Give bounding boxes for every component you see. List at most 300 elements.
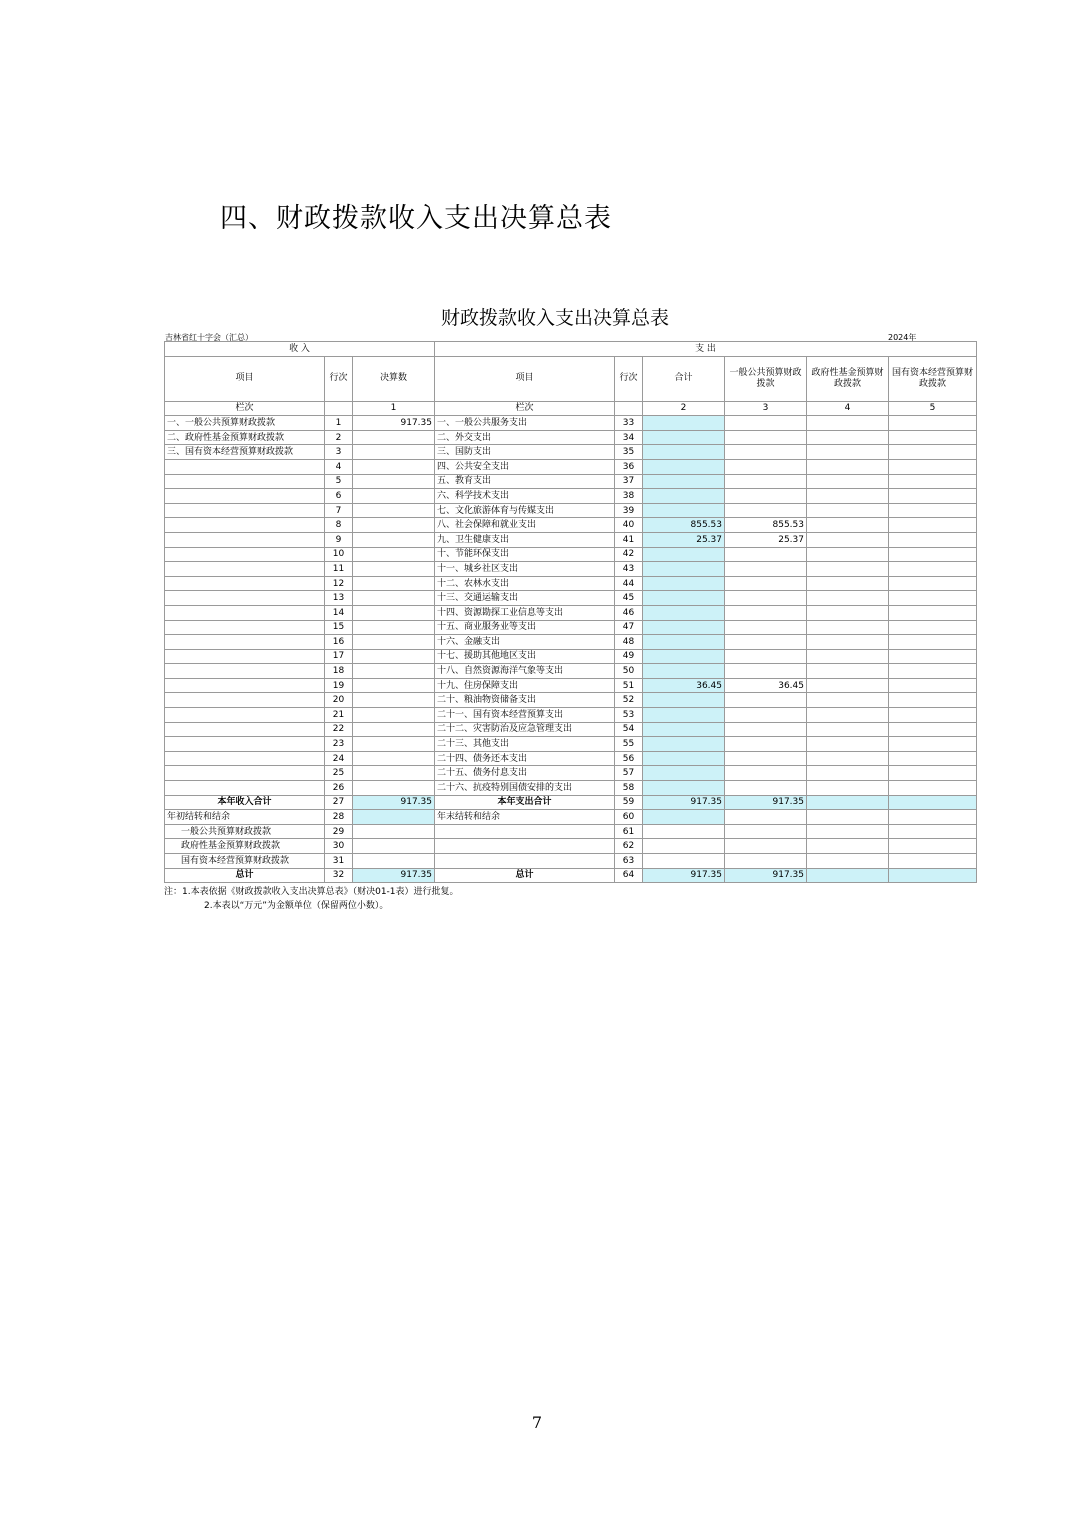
income-amount xyxy=(353,547,435,562)
expense-item: 一、一般公共服务支出 xyxy=(435,416,615,431)
expense-state-capital xyxy=(889,430,977,445)
expense-gov-fund xyxy=(807,649,889,664)
line-number: 25 xyxy=(325,766,353,781)
line-number: 3 xyxy=(325,445,353,460)
income-amount xyxy=(353,635,435,650)
header-line-right: 行次 xyxy=(615,356,643,401)
line-number: 27 xyxy=(325,795,353,810)
expense-state-capital xyxy=(889,416,977,431)
line-number: 31 xyxy=(325,854,353,869)
line-number: 35 xyxy=(615,445,643,460)
income-amount xyxy=(353,591,435,606)
header-item-right: 项目 xyxy=(435,356,615,401)
expense-general-public xyxy=(725,751,807,766)
expense-item: 二十五、债务付息支出 xyxy=(435,766,615,781)
expense-item: 二、外交支出 xyxy=(435,430,615,445)
expense-total: 25.37 xyxy=(643,532,725,547)
expense-general-public: 25.37 xyxy=(725,532,807,547)
expense-item: 八、社会保障和就业支出 xyxy=(435,518,615,533)
expense-general-public xyxy=(725,547,807,562)
income-item xyxy=(165,547,325,562)
table-row xyxy=(165,781,977,796)
header-row-2 xyxy=(165,356,977,401)
expense-state-capital xyxy=(889,751,977,766)
line-number: 11 xyxy=(325,562,353,577)
line-number: 56 xyxy=(615,751,643,766)
expense-total xyxy=(643,664,725,679)
line-number: 13 xyxy=(325,591,353,606)
line-number: 29 xyxy=(325,824,353,839)
expense-total xyxy=(643,620,725,635)
expense-general-public xyxy=(725,445,807,460)
grand-total-value: 917.35 xyxy=(353,868,435,883)
line-number: 30 xyxy=(325,839,353,854)
expense-state-capital xyxy=(889,591,977,606)
expense-state-capital xyxy=(889,445,977,460)
end-carryover-label: 年末结转和结余 xyxy=(435,810,615,825)
line-number: 17 xyxy=(325,649,353,664)
income-item xyxy=(165,766,325,781)
expense-state-capital xyxy=(889,503,977,518)
income-item: 三、国有资本经营预算财政拨款 xyxy=(165,445,325,460)
income-amount: 917.35 xyxy=(353,416,435,431)
expense-general-public xyxy=(725,737,807,752)
year-label: 2024年 xyxy=(888,333,917,342)
line-number: 34 xyxy=(615,430,643,445)
table-row xyxy=(165,430,977,445)
empty-cell xyxy=(725,824,807,839)
page-number: 7 xyxy=(531,1413,543,1432)
income-item xyxy=(165,620,325,635)
income-item: 一、一般公共预算财政拨款 xyxy=(165,416,325,431)
income-item xyxy=(165,781,325,796)
expense-state-capital xyxy=(889,722,977,737)
expense-total-label: 本年支出合计 xyxy=(435,795,615,810)
expense-state-capital xyxy=(889,635,977,650)
line-number: 57 xyxy=(615,766,643,781)
expense-total xyxy=(643,562,725,577)
line-number: 51 xyxy=(615,678,643,693)
table-row xyxy=(165,532,977,547)
empty-cell xyxy=(615,401,643,416)
line-number: 7 xyxy=(325,503,353,518)
line-number: 50 xyxy=(615,664,643,679)
empty-cell xyxy=(725,810,807,825)
expense-header: 支 出 xyxy=(435,342,977,357)
expense-state-capital xyxy=(889,489,977,504)
empty-cell xyxy=(643,854,725,869)
expense-general-public: 855.53 xyxy=(725,518,807,533)
expense-gov-fund xyxy=(807,459,889,474)
line-number: 58 xyxy=(615,781,643,796)
line-number: 6 xyxy=(325,489,353,504)
table-row xyxy=(165,474,977,489)
expense-total xyxy=(643,649,725,664)
income-item xyxy=(165,503,325,518)
fiscal-appropriation-table xyxy=(164,341,977,883)
expense-gov-fund xyxy=(807,781,889,796)
expense-gov-fund xyxy=(807,766,889,781)
table-row xyxy=(165,562,977,577)
income-item xyxy=(165,459,325,474)
table-row xyxy=(165,635,977,650)
expense-gov-fund xyxy=(807,445,889,460)
expense-general-public xyxy=(725,416,807,431)
carryover-sub-label: 国有资本经营预算财政拨款 xyxy=(165,854,325,869)
income-item xyxy=(165,605,325,620)
income-item xyxy=(165,489,325,504)
line-number: 59 xyxy=(615,795,643,810)
line-number: 62 xyxy=(615,839,643,854)
expense-general-public xyxy=(725,474,807,489)
empty-cell xyxy=(807,868,889,883)
income-amount xyxy=(353,737,435,752)
table-row xyxy=(165,620,977,635)
expense-item: 十九、住房保障支出 xyxy=(435,678,615,693)
expense-gov-fund xyxy=(807,737,889,752)
table-row xyxy=(165,693,977,708)
empty-cell xyxy=(807,795,889,810)
expense-item: 二十、粮油物资储备支出 xyxy=(435,693,615,708)
grand-total-sum: 917.35 xyxy=(643,868,725,883)
income-amount xyxy=(353,474,435,489)
table-row xyxy=(165,649,977,664)
expense-item: 十二、农林水支出 xyxy=(435,576,615,591)
empty-cell xyxy=(353,824,435,839)
col-3: 3 xyxy=(725,401,807,416)
expense-item: 七、文化旅游体育与传媒支出 xyxy=(435,503,615,518)
expense-total xyxy=(643,576,725,591)
line-number: 28 xyxy=(325,810,353,825)
expense-total: 855.53 xyxy=(643,518,725,533)
empty-cell xyxy=(353,839,435,854)
header-final-amount: 决算数 xyxy=(353,356,435,401)
col-1: 1 xyxy=(353,401,435,416)
header-general-public: 一般公共预算财政拨款 xyxy=(725,356,807,401)
carryover-sub-label: 政府性基金预算财政拨款 xyxy=(165,839,325,854)
empty-cell xyxy=(889,810,977,825)
line-number: 48 xyxy=(615,635,643,650)
expense-gov-fund xyxy=(807,532,889,547)
empty-cell xyxy=(325,401,353,416)
expense-state-capital xyxy=(889,605,977,620)
expense-state-capital xyxy=(889,562,977,577)
expense-general-public xyxy=(725,562,807,577)
empty-cell xyxy=(807,810,889,825)
table-row xyxy=(165,664,977,679)
line-number: 24 xyxy=(325,751,353,766)
empty-cell xyxy=(725,839,807,854)
expense-general-public xyxy=(725,708,807,723)
table-notes xyxy=(164,885,459,913)
income-amount xyxy=(353,766,435,781)
column-number-row xyxy=(165,401,977,416)
expense-gov-fund xyxy=(807,518,889,533)
income-amount xyxy=(353,503,435,518)
income-total-value: 917.35 xyxy=(353,795,435,810)
expense-gov-fund xyxy=(807,576,889,591)
expense-general-public: 36.45 xyxy=(725,678,807,693)
expense-item: 十一、城乡社区支出 xyxy=(435,562,615,577)
header-line-left: 行次 xyxy=(325,356,353,401)
carryover-sub-label: 一般公共预算财政拨款 xyxy=(165,824,325,839)
header-item-left: 项目 xyxy=(165,356,325,401)
empty-cell xyxy=(807,824,889,839)
expense-general-public xyxy=(725,722,807,737)
table-row xyxy=(165,503,977,518)
line-number: 15 xyxy=(325,620,353,635)
expense-state-capital xyxy=(889,547,977,562)
expense-total xyxy=(643,766,725,781)
expense-gov-fund xyxy=(807,693,889,708)
income-item xyxy=(165,562,325,577)
expense-total xyxy=(643,781,725,796)
line-number: 42 xyxy=(615,547,643,562)
expense-gov-fund xyxy=(807,678,889,693)
expense-total: 36.45 xyxy=(643,678,725,693)
line-number: 21 xyxy=(325,708,353,723)
expense-state-capital xyxy=(889,649,977,664)
expense-item: 四、公共安全支出 xyxy=(435,459,615,474)
expense-gov-fund xyxy=(807,664,889,679)
table-row xyxy=(165,416,977,431)
expense-state-capital xyxy=(889,678,977,693)
expense-general-public xyxy=(725,459,807,474)
expense-state-capital xyxy=(889,620,977,635)
income-total-label: 本年收入合计 xyxy=(165,795,325,810)
table-row xyxy=(165,722,977,737)
expense-general-public xyxy=(725,503,807,518)
income-amount xyxy=(353,532,435,547)
empty-cell xyxy=(807,839,889,854)
grand-total-general: 917.35 xyxy=(725,868,807,883)
line-number: 41 xyxy=(615,532,643,547)
expense-item: 六、科学技术支出 xyxy=(435,489,615,504)
income-item xyxy=(165,474,325,489)
line-number: 16 xyxy=(325,635,353,650)
expense-gov-fund xyxy=(807,620,889,635)
expense-gov-fund xyxy=(807,635,889,650)
table-row xyxy=(165,708,977,723)
col-2: 2 xyxy=(643,401,725,416)
expense-item: 十八、自然资源海洋气象等支出 xyxy=(435,664,615,679)
line-number: 49 xyxy=(615,649,643,664)
carryover-sub-row xyxy=(165,839,977,854)
header-row-1 xyxy=(165,342,977,357)
line-number: 55 xyxy=(615,737,643,752)
expense-gov-fund xyxy=(807,489,889,504)
expense-total xyxy=(643,445,725,460)
unit-name: 吉林省红十字会（汇总） xyxy=(165,333,253,342)
expense-state-capital xyxy=(889,708,977,723)
expense-total xyxy=(643,503,725,518)
line-number: 20 xyxy=(325,693,353,708)
empty-cell xyxy=(435,854,615,869)
income-item xyxy=(165,649,325,664)
expense-gov-fund xyxy=(807,605,889,620)
empty-cell xyxy=(889,795,977,810)
line-number: 45 xyxy=(615,591,643,606)
expense-gov-fund xyxy=(807,751,889,766)
expense-general-public xyxy=(725,620,807,635)
note-1: 注：1.本表依据《财政拨款收入支出决算总表》（财决01-1表）进行批复。 xyxy=(164,887,459,897)
expense-state-capital xyxy=(889,532,977,547)
col-5: 5 xyxy=(889,401,977,416)
expense-state-capital xyxy=(889,664,977,679)
table-row xyxy=(165,751,977,766)
carryover-row xyxy=(165,810,977,825)
empty-cell xyxy=(889,824,977,839)
income-amount xyxy=(353,708,435,723)
expense-item: 十三、交通运输支出 xyxy=(435,591,615,606)
expense-total xyxy=(643,591,725,606)
table-title: 财政拨款收入支出决算总表 xyxy=(440,307,669,329)
income-item xyxy=(165,532,325,547)
annual-total-row xyxy=(165,795,977,810)
expense-gov-fund xyxy=(807,562,889,577)
expense-general-public xyxy=(725,664,807,679)
expense-general-public xyxy=(725,781,807,796)
line-number: 64 xyxy=(615,868,643,883)
empty-cell xyxy=(889,854,977,869)
expense-item: 十、节能环保支出 xyxy=(435,547,615,562)
expense-state-capital xyxy=(889,737,977,752)
line-number: 53 xyxy=(615,708,643,723)
expense-state-capital xyxy=(889,781,977,796)
line-number: 38 xyxy=(615,489,643,504)
lanci-left: 栏次 xyxy=(165,401,325,416)
expense-gov-fund xyxy=(807,591,889,606)
expense-item: 二十二、灾害防治及应急管理支出 xyxy=(435,722,615,737)
line-number: 14 xyxy=(325,605,353,620)
expense-total xyxy=(643,635,725,650)
carryover-sub-row xyxy=(165,854,977,869)
income-amount xyxy=(353,751,435,766)
expense-general-public xyxy=(725,591,807,606)
line-number: 63 xyxy=(615,854,643,869)
income-amount xyxy=(353,445,435,460)
line-number: 40 xyxy=(615,518,643,533)
table-row xyxy=(165,445,977,460)
income-amount xyxy=(353,781,435,796)
income-amount xyxy=(353,605,435,620)
table-row xyxy=(165,576,977,591)
expense-general-public xyxy=(725,649,807,664)
expense-gov-fund xyxy=(807,474,889,489)
income-item xyxy=(165,678,325,693)
expense-state-capital xyxy=(889,766,977,781)
income-item xyxy=(165,751,325,766)
line-number: 5 xyxy=(325,474,353,489)
line-number: 23 xyxy=(325,737,353,752)
line-number: 39 xyxy=(615,503,643,518)
expense-general-public xyxy=(725,576,807,591)
table-row xyxy=(165,737,977,752)
expense-total xyxy=(643,605,725,620)
income-amount xyxy=(353,649,435,664)
income-item xyxy=(165,737,325,752)
line-number: 18 xyxy=(325,664,353,679)
table-row xyxy=(165,489,977,504)
expense-item: 二十三、其他支出 xyxy=(435,737,615,752)
page-heading: 四、财政拨款收入支出决算总表 xyxy=(220,203,612,234)
line-number: 60 xyxy=(615,810,643,825)
line-number: 4 xyxy=(325,459,353,474)
expense-general-public xyxy=(725,605,807,620)
col-4: 4 xyxy=(807,401,889,416)
expense-total xyxy=(643,430,725,445)
income-item xyxy=(165,722,325,737)
line-number: 61 xyxy=(615,824,643,839)
grand-total-row xyxy=(165,868,977,883)
expense-total-sum: 917.35 xyxy=(643,795,725,810)
line-number: 36 xyxy=(615,459,643,474)
expense-item: 五、教育支出 xyxy=(435,474,615,489)
expense-total xyxy=(643,737,725,752)
income-amount xyxy=(353,562,435,577)
line-number: 32 xyxy=(325,868,353,883)
expense-item: 十六、金融支出 xyxy=(435,635,615,650)
empty-cell xyxy=(725,854,807,869)
line-number: 46 xyxy=(615,605,643,620)
table-row xyxy=(165,591,977,606)
expense-gov-fund xyxy=(807,708,889,723)
lanci-right: 栏次 xyxy=(435,401,615,416)
line-number: 43 xyxy=(615,562,643,577)
expense-state-capital xyxy=(889,459,977,474)
line-number: 19 xyxy=(325,678,353,693)
expense-gov-fund xyxy=(807,503,889,518)
expense-item: 二十一、国有资本经营预算支出 xyxy=(435,708,615,723)
expense-state-capital xyxy=(889,576,977,591)
expense-general-public xyxy=(725,635,807,650)
empty-cell xyxy=(435,824,615,839)
expense-item: 十四、资源勘探工业信息等支出 xyxy=(435,605,615,620)
line-number: 54 xyxy=(615,722,643,737)
table-row xyxy=(165,459,977,474)
empty-cell xyxy=(353,810,435,825)
income-amount xyxy=(353,678,435,693)
expense-general-public xyxy=(725,766,807,781)
expense-total xyxy=(643,489,725,504)
table-row xyxy=(165,605,977,620)
line-number: 12 xyxy=(325,576,353,591)
expense-general-public xyxy=(725,489,807,504)
grand-total-label: 总计 xyxy=(165,868,325,883)
expense-item: 二十六、抗疫特别国债安排的支出 xyxy=(435,781,615,796)
income-amount xyxy=(353,664,435,679)
table-row xyxy=(165,518,977,533)
income-amount xyxy=(353,518,435,533)
expense-total xyxy=(643,459,725,474)
expense-total xyxy=(643,693,725,708)
expense-state-capital xyxy=(889,518,977,533)
expense-total xyxy=(643,416,725,431)
expense-total xyxy=(643,708,725,723)
income-item xyxy=(165,664,325,679)
income-amount xyxy=(353,576,435,591)
header-gov-fund: 政府性基金预算财政拨款 xyxy=(807,356,889,401)
line-number: 9 xyxy=(325,532,353,547)
expense-item: 二十四、债务还本支出 xyxy=(435,751,615,766)
income-item xyxy=(165,591,325,606)
income-item xyxy=(165,708,325,723)
income-item xyxy=(165,693,325,708)
note-2: 2.本表以“万元”为金额单位（保留两位小数）。 xyxy=(204,901,389,911)
income-item xyxy=(165,518,325,533)
expense-total-general: 917.35 xyxy=(725,795,807,810)
expense-gov-fund xyxy=(807,430,889,445)
